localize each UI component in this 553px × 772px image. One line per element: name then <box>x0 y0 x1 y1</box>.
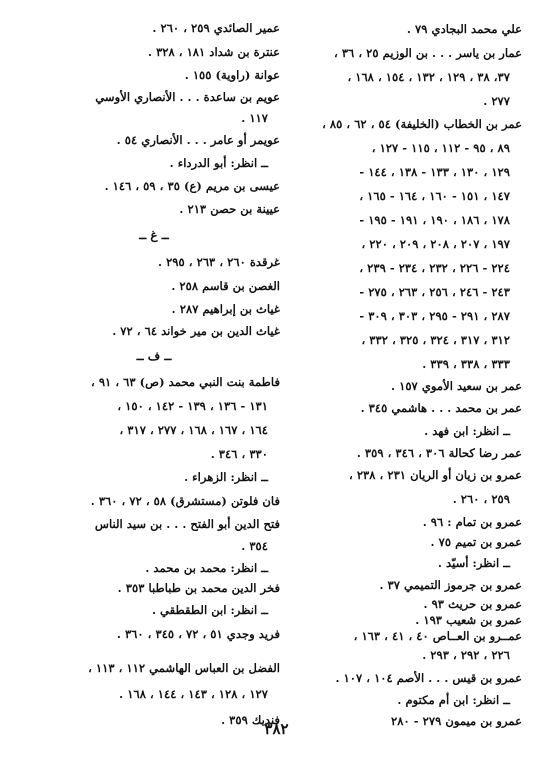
index-entry: الفضل بن العباس الهاشمي ١١٢ ، ١١٣ ، <box>88 661 280 675</box>
index-entry-continuation: ٣٣٠ ، ٣٤٦ . <box>210 447 268 461</box>
index-entry-continuation: ٢٢٤ - ٢٢٦ ، ٢٣٢ ، ٢٣٤ - ٢٣٩ ، <box>359 261 510 275</box>
section-letter-heading: ــ غ ــ <box>139 228 169 242</box>
index-entry: عمرو بن تميم ٧٥ . <box>430 535 522 549</box>
index-entry-continuation: ــ انظر: الزهراء . <box>184 470 268 484</box>
index-entry-continuation: ١٢٩ ، ١٣٠ ، ١٣٣ - ١٣٨ ، ١٤٤ - <box>359 165 510 179</box>
index-entry: غياث الدين بن مير خواند ٦٤ ، ٧٢ . <box>112 324 280 338</box>
index-entry: عمر بن الخطاب (الخليفة) ٥٤ ، ٦٢ ، ٨٥ ، <box>322 117 522 131</box>
index-column-right <box>286 16 522 732</box>
index-entry-continuation: ١٤٧ ، ١٥١ - ١٦٠ ، ١٦٤ - ١٦٥ ، <box>359 189 510 203</box>
index-entry-continuation: ــ انظر: أبو الدرداء . <box>169 156 268 170</box>
index-entry-continuation: ــ انظر: ابن الطقطقي . <box>151 603 268 617</box>
index-column-left <box>28 16 280 732</box>
index-entry: فان فلوتن (مستشرق) ٥٨ ، ٧٢ ، ٣٦٠ . <box>90 494 280 508</box>
index-entry: علي محمد البجادي ٧٩ . <box>406 22 522 36</box>
section-letter-heading: ــ ف ــ <box>136 349 172 363</box>
index-entry-continuation: ــ انظر: محمد بن محمد . <box>145 561 268 575</box>
index-entry: عمرو بن تمام : ٩٦ . <box>422 515 522 529</box>
index-entry-continuation: ٣١٢ ، ٣١٧ ، ٣٢٤ ، ٣٢٥ ، ٣٣٢ ، <box>361 333 510 347</box>
index-entry: عمر بن محمد . . . هاشمي ٣٤٥ . <box>360 401 522 415</box>
index-entry: عنترة بن شداد ١٨١ ، ٣٢٨ . <box>147 45 280 59</box>
index-entry-continuation: ــ انظر: ابن فهد . <box>424 424 510 438</box>
index-entry: عمرو بن قيس . . . الأصم ١٠٤ ، ١٠٧ . <box>335 671 522 685</box>
index-entry-continuation: ١٧٨ ، ١٨٦ ، ١٩٠ ، ١٩١ - ١٩٥ - <box>359 213 510 227</box>
index-entry: عمر رضا كحالة ٣٠٦ ، ٣٤٦ ، ٣٥٩ . <box>356 446 522 460</box>
index-entry-continuation: ٢٧٧ . <box>483 94 510 108</box>
index-entry-continuation: ١٣١ - ١٣٦ ، ١٣٩ - ١٤٢ ، ١٥٠ ، <box>117 399 268 413</box>
index-entry-continuation: ٢٤٣ - ٢٤٦ ، ٢٥٦ ، ٢٦٣ ، ٢٧٥ - <box>359 285 510 299</box>
index-entry-continuation: ٢٨٧ ، ٢٩١ - ٢٩٥ ، ٣٠٣ ، ٣٠٩ - <box>359 309 510 323</box>
index-entry: عمــرو بن العــاص ٤٠ ، ٤١ ، ١٦٣ ، <box>353 629 522 643</box>
index-entry: عمرو بن شعيب ١٩٣ . <box>415 613 522 627</box>
index-entry: عيسى بن مريم (ع) ٣٥ ، ٥٩ ، ١٤٦ . <box>104 179 280 193</box>
index-entry-continuation: ٢٥٩ ، ٢٦٠ . <box>452 492 510 506</box>
index-entry: فنديك ٣٥٩ . <box>221 713 280 727</box>
index-entry-continuation: ٣٣٣ ، ٣٣٨ ، ٣٣٩ . <box>422 357 510 371</box>
index-entry: فاطمة بنت النبي محمد (ص) ٦٣ ، ٩١ ، <box>91 375 280 389</box>
index-entry: عيينة بن حصن ٢١٣ . <box>179 202 280 216</box>
index-entry: عمر بن سعيد الأموي ١٥٧ . <box>391 379 522 393</box>
index-entry-continuation: ــ انظر: ابن أم مكتوم . <box>397 693 510 707</box>
index-entry-continuation: ١٩٧ ، ٢٠٧ ، ٢٠٨ ، ٢٠٩ ، ٢٢٠ ، <box>361 237 510 251</box>
index-entry-continuation: ٢٢٦ ، ٢٩٢ ، ٢٩٣ . <box>422 648 510 662</box>
index-entry: عمرو بن ميمون ٢٧٩ - ٢٨٠ <box>391 714 522 728</box>
page-number: ٣٨٢ <box>264 720 289 738</box>
index-entry: غياث بن إبراهيم ٢٨٧ . <box>171 302 280 316</box>
index-entry-continuation: ١٢٧ ، ١٢٨ ، ١٤٣ ، ١٤٤ ، ١٦٨ . <box>119 687 268 701</box>
index-entry: فخر الدين محمد بن طباطبا ٣٥٣ . <box>117 581 280 595</box>
index-entry: غرقدة ٢٦٠ ، ٢٦٣ ، ٢٩٥ . <box>158 255 280 269</box>
index-entry-continuation: ٣٥٤ . <box>241 539 268 553</box>
index-entry-continuation: ٨٩ ، ٩٥ - ١١٢ ، ١١٥ - ١٢٧ ، <box>371 141 510 155</box>
index-entry-continuation: ٣٧، ٣٨ ، ١٢٩ ، ١٣٢ ، ١٥٤ ، ١٦٨ ، <box>347 70 510 84</box>
index-entry-continuation: ١١٧ . <box>241 111 268 125</box>
index-entry-continuation: ١٦٤ ، ١٦٧ ، ١٦٨ ، ٢٧٧ ، ٣١٧ ، <box>119 423 268 437</box>
index-entry: عويم بن ساعدة . . . الأنصاري الأوسي <box>95 90 280 104</box>
index-entry-continuation: ــ انظر: أسيّد . <box>437 556 510 570</box>
index-entry: عوانة (راوية) ١٥٥ . <box>184 68 280 82</box>
index-entry: عويمر أو عامر . . . الأنصاري ٥٤ . <box>116 133 280 147</box>
index-entry: عمرو بن جرموز التميمي ٣٧ . <box>379 578 522 592</box>
index-entry: عمار بن ياسر . . . بن الوزيم ٢٥ ، ٣٦ ، <box>334 46 522 60</box>
index-entry: عمرو بن زيان أو الريان ٢٣١ ، ٢٣٨ ، <box>349 468 522 482</box>
index-entry: فريد وجدي ٥١ ، ٧٢ ، ٣٤٥ ، ٣٦٠ . <box>116 627 280 641</box>
index-entry: عمير الصائدي ٢٥٩ ، ٢٦٠ . <box>152 21 280 35</box>
index-entry: فتح الدين أبو الفتح . . . بن سيد الناس <box>94 517 280 531</box>
index-entry: عمرو بن حريث ٩٣ . <box>423 597 522 611</box>
index-entry: الغصن بن قاسم ٢٥٨ . <box>171 279 280 293</box>
